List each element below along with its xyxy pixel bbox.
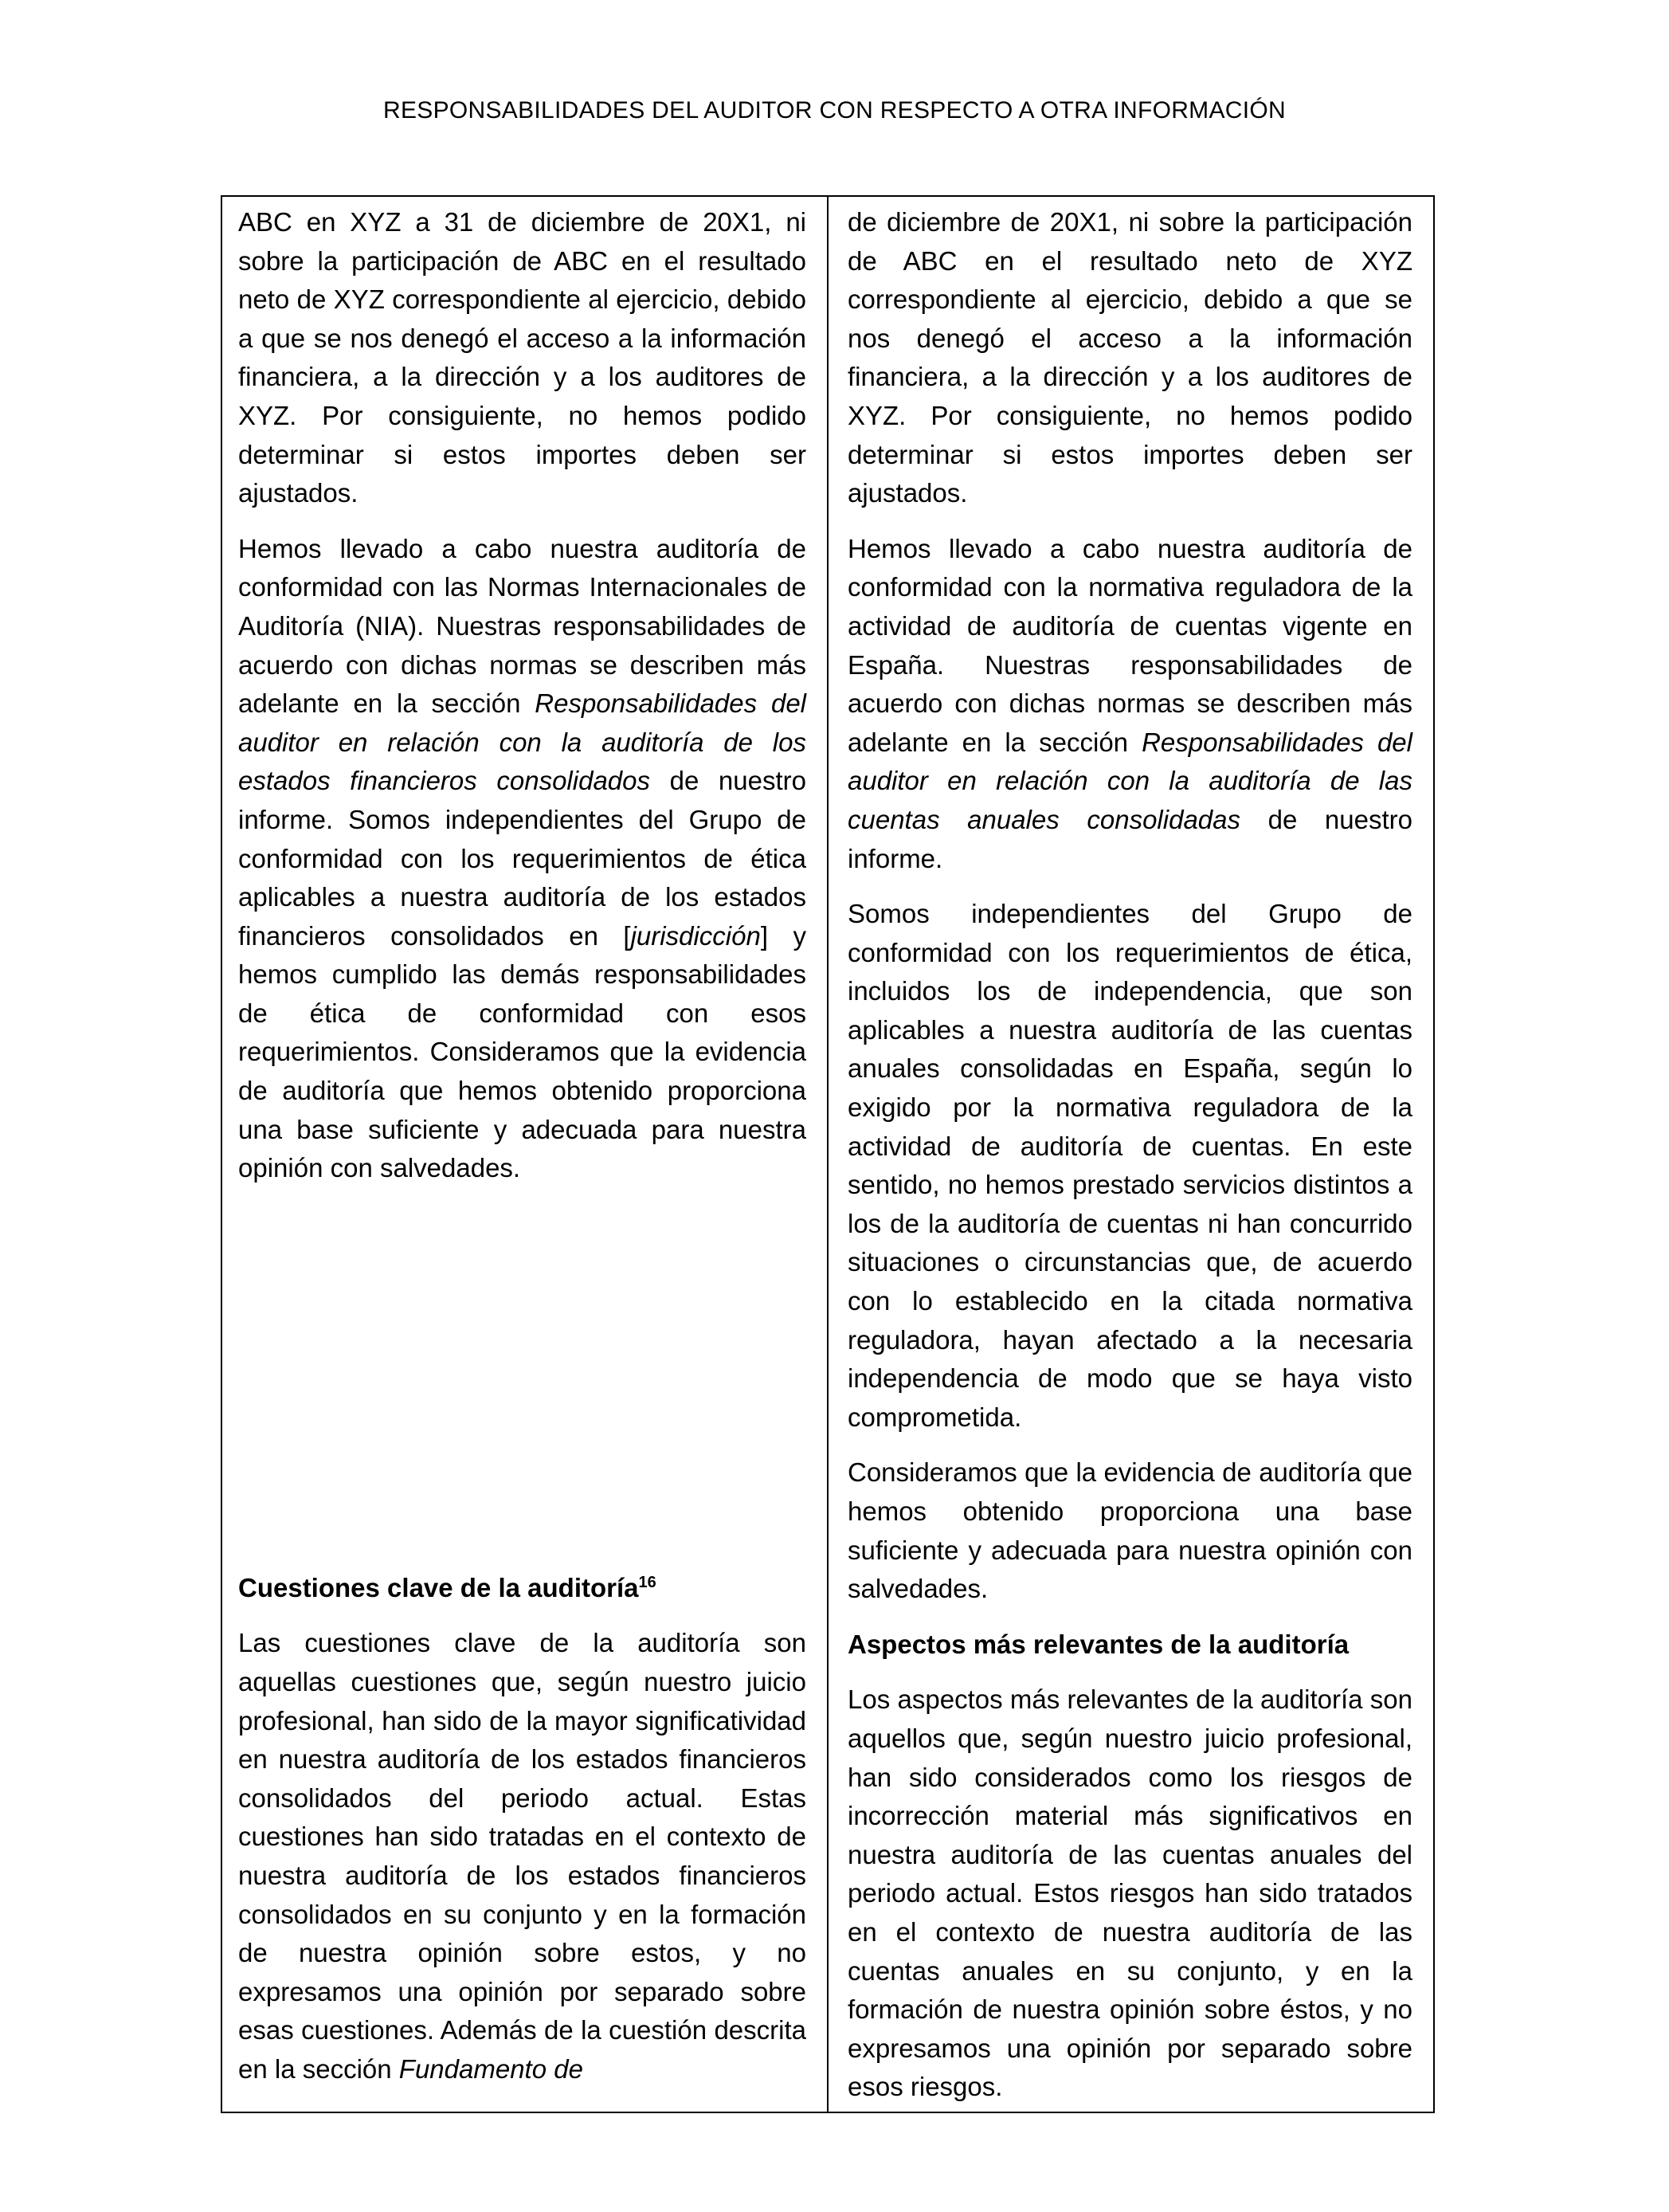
left-p2-text-a: Hemos llevado a cabo nuestra auditoría de conformidad con las Normas Internacionales de Auditoría (NIA). Nuestras responsabilidades de acuerdo con dichas normas se describen más adelante en la sección xyxy=(238,533,806,719)
left-paragraph-1: ABC en XYZ a 31 de diciembre de 20X1, ni sobre la participación de ABC en el resultado neto de XYZ correspondiente al ejercicio, debido a que se nos denegó el acceso a la información financiera, a la dirección y a los auditores de XYZ. Por consiguiente, no hemos podido determinar si estos importes deben ser ajustados. xyxy=(238,207,806,508)
right-paragraph-1: de diciembre de 20X1, ni sobre la participación de ABC en el resultado neto de XYZ correspondiente al ejercicio, debido a que se nos denegó el acceso a la información financiera, a la dirección y a los auditores de XYZ. Por consiguiente, no hemos podido determinar si estos importes deben ser ajustados. xyxy=(848,207,1412,508)
right-paragraph-3: Somos independientes del Grupo de conformidad con los requerimientos de ética, incluidos los de independencia, que son aplicables a nuestra auditoría de las cuentas anuales consolidadas en España, según lo exigido por la normativa reguladora de la actividad de auditoría de cuentas. En este sentido, no hemos prestado servicios distintos a los de la auditoría de cuentas ni han concurrido situaciones o circunstancias que, de acuerdo con lo establecido en la citada normativa reguladora, hayan afectado a la necesaria independencia de modo que se haya visto comprometida. xyxy=(848,899,1412,1432)
left-p3-text-a: Las cuestiones clave de la auditoría son aquellas cuestiones que, según nuestro juicio profesional, han sido de la mayor significatividad en nuestra auditoría de los estados financieros consolidados del periodo actual. Estas cuestiones han sido tratadas en el contexto de nuestra auditoría de los estados financieros consolidados en su conjunto y en la formación de nuestra opinión sobre estos, y no expresamos una opinión por separado sobre esas cuestiones. Además de la cuestión descrita en la sección xyxy=(238,1628,806,2084)
right-paragraph-2 xyxy=(848,530,1412,878)
right-heading: Aspectos más relevantes de la auditoría xyxy=(848,1629,1350,1659)
left-paragraph-2 xyxy=(238,530,806,1188)
comparison-table xyxy=(221,195,1435,2113)
right-column xyxy=(829,197,1433,2112)
right-paragraph-4: Consideramos que la evidencia de auditoría que hemos obtenido proporciona una base suficiente y adecuada para nuestra opinión con salvedades. xyxy=(848,1457,1412,1604)
left-p2-text-c: de nuestro informe. Somos independientes del Grupo de conformidad con los requerimientos de ética aplicables a nuestra auditoría de los estados financieros consolidados en [ xyxy=(238,766,806,951)
left-p2-italic-section: Responsabilidades del auditor en relación con la auditoría de los estados financieros consolidados xyxy=(238,688,806,796)
footnote-marker: 16 xyxy=(638,1573,656,1591)
left-heading-text: Cuestiones clave de la auditoría xyxy=(238,1572,639,1602)
right-p2-italic-section: Responsabilidades del auditor en relación con la auditoría de las cuentas anuales consolidadas xyxy=(848,727,1412,834)
left-p3-italic: Fundamento de xyxy=(398,2053,583,2084)
right-paragraph-5: Los aspectos más relevantes de la auditoría son aquellos que, según nuestro juicio profesional, han sido considerados como los riesgos de incorrección material más significativos en nuestra auditoría de las cuentas anuales del periodo actual. Estos riesgos han sido tratados en el contexto de nuestra auditoría de las cuentas anuales en su conjunto, y en la formación de nuestra opinión sobre éstos, y no expresamos una opinión por separado sobre esos riesgos. xyxy=(848,1684,1412,2102)
left-spacer xyxy=(238,1188,806,1569)
page-header: RESPONSABILIDADES DEL AUDITOR CON RESPECTO A OTRA INFORMACIÓN xyxy=(383,97,1286,124)
right-p2-text-c: de nuestro informe. xyxy=(848,804,1412,873)
left-paragraph-3 xyxy=(238,1624,806,2088)
right-p2-text-a: Hemos llevado a cabo nuestra auditoría de conformidad con la normativa reguladora de la actividad de auditoría de cuentas vigente en España. Nuestras responsabilidades de acuerdo con dichas normas se describen más adelante en la sección xyxy=(848,533,1412,757)
left-p2-text-e: ] y hemos cumplido las demás responsabilidades de ética de conformidad con esos requerimientos. Consideramos que la evidencia de auditoría que hemos obtenido proporciona una base suficiente y adecuada para nuestra opinión con salvedades. xyxy=(238,920,806,1183)
left-column xyxy=(222,197,829,2112)
left-p2-italic-jurisdiction: jurisdicción xyxy=(630,920,761,951)
left-heading xyxy=(238,1569,806,1608)
